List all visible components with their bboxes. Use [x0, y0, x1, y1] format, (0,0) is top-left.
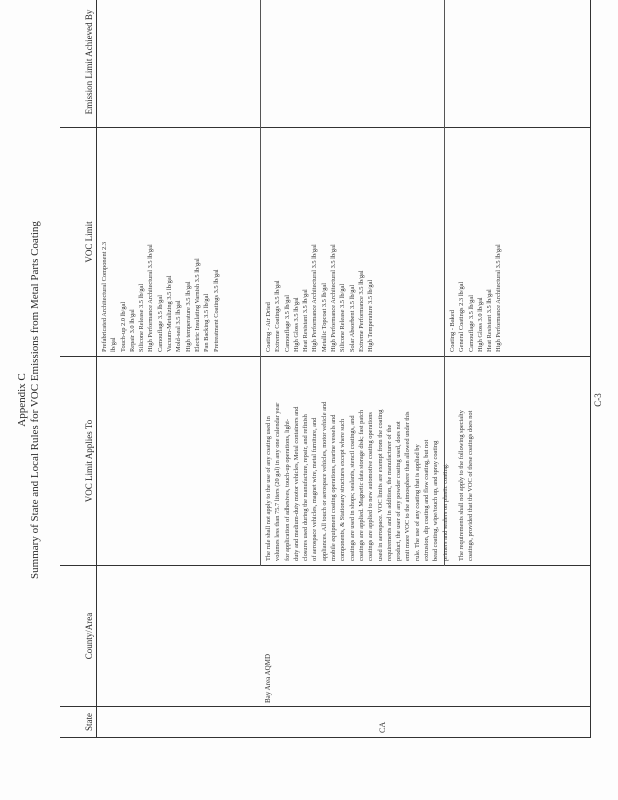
applies-to-line: volumes less than 75.7 liters (20 gal) in any one calendar year: [274, 402, 282, 561]
appendix-label: Appendix C: [16, 373, 28, 427]
voc-limit-item: Solar Absorbent 3.5 lb/gal: [348, 284, 356, 352]
voc-limit-item: High Gloss 3.5 lb/gal: [292, 297, 300, 352]
voc-limit-item: lb/gal: [110, 337, 118, 352]
applies-to-line: bead coating, wipe/touch up, and spray coating: [432, 440, 440, 561]
cell-state: CA: [378, 721, 387, 733]
applies-to-line: components, & Stationary structures except where such: [339, 418, 347, 561]
rules-table: [60, 0, 591, 738]
applies-to-line: requirements and in addition, the manufacturer of the: [385, 424, 393, 561]
voc-limit-item: Metallic Topcoat 3.5 lb/gal: [320, 282, 328, 352]
voc-limit-item: Repair 3.0 lb/gal: [128, 309, 136, 352]
voc-limit-item: High Performance Architectural 3.5 lb/gal: [330, 244, 338, 352]
voc-limit-item: Silicone Release 3.5 lb/gal: [138, 283, 146, 352]
applies-to-line: product, the user of any powder coating used, does not: [395, 421, 403, 561]
voc-limit-item: Extreme Coatings 3.5 lb/gal: [274, 280, 282, 352]
voc-limits-group-a: [100, 242, 221, 352]
applies-to-line: appliances. All touch or aerospace vehicles, motor vehicle and: [320, 401, 328, 561]
voc-limit-item: Camouflage 3.5 lb/gal: [283, 295, 291, 352]
applies-to-line: closures used during the manufacture, repair, and refinish: [302, 414, 310, 561]
header-state: State: [84, 713, 94, 731]
applies-to-note-line: coatings, provided that the VOC of these coatings does not: [467, 410, 475, 561]
column-divider: [60, 127, 590, 128]
applies-to-line: coatings are applied to new automotive coating operations: [367, 412, 375, 561]
applies-to-line: used in aerospace. VOC limits are exempt from the coating: [376, 409, 384, 561]
voc-limit-item: High temperature 3.5 lb/gal: [184, 281, 192, 352]
voc-limit-item: Pretreatment Coatings 3.5 lb/gal: [212, 269, 220, 352]
voc-limit-item: General Coatings 2.3 lb/gal: [458, 281, 466, 352]
applies-to-line: rule. The use of any coating that is applied by: [413, 444, 421, 561]
applies-to-line: of aerospace vehicles, magnet wire, metal furniture, and: [311, 417, 319, 561]
column-divider: [60, 565, 590, 566]
voc-limit-item: Camouflage 3.5 lb/gal: [467, 295, 475, 352]
cell-county-area: Bay Area AQMD: [264, 654, 272, 703]
applies-to-line: duty and medium-duty motor vehicles, Metal containers and: [292, 406, 300, 561]
voc-limit-item: Heat Resistant 3.5 lb/gal: [302, 289, 310, 352]
voc-limit-item: High Performance Architectural 3.5 lb/gal: [495, 244, 503, 352]
voc-limit-item: Pan Backing 3.5 lb/gal: [203, 293, 211, 352]
row-divider: [260, 0, 261, 566]
voc-limit-item: Touch-up 2.0 lb/gal: [119, 301, 127, 352]
page-number: C-3: [593, 393, 603, 407]
voc-limit-item: Heat Resistant 3.5 lb/gal: [486, 289, 494, 352]
title-block: [16, 0, 42, 800]
applies-to-line: coatings are applied. Magnetic data storage disk; fast patch: [357, 409, 365, 561]
applies-to-line: emit more VOC to the atmosphere than allowed under this: [404, 411, 412, 561]
voc-limit-item: Extreme Performance 3.5 lb/gal: [357, 270, 365, 352]
voc-limit-item: Camouflage 3.5 lb/gal: [156, 295, 164, 352]
applies-to-line: The rule shall not apply to the use of any coating used in: [265, 416, 272, 561]
applies-to-note-line: The requirements shall not apply to the following specialty: [457, 410, 465, 561]
voc-limit-item: Mold-seal 3.5 lb/gal: [175, 300, 183, 352]
table-title: Summary of State and Local Rules for VOC Emissions from Metal Parts Coating: [29, 221, 41, 579]
column-divider: [60, 356, 590, 357]
voc-limit-item: Silicone Release 3.5 lb/gal: [339, 283, 347, 352]
header-emission-limit: Emission Limit Achieved By: [84, 9, 94, 115]
voc-limit-item: Vacuum-Metalizing 3.5 lb/gal: [166, 275, 174, 352]
column-divider: [60, 706, 590, 707]
voc-limit-item: High Temperature 3.5 lb/gal: [367, 279, 375, 352]
voc-limit-item: Prefabricated Architectural Component 2.3: [101, 241, 108, 352]
applies-to-line: primers and sealers on plastic coating.: [441, 463, 449, 561]
voc-limit-item: Coating - Baked: [449, 310, 456, 352]
table-header-row: [60, 0, 97, 737]
voc-limit-item: High Gloss 3.0 lb/gal: [476, 297, 484, 352]
applies-to-line: for application of adhesives, touch-up operations, light-: [283, 419, 291, 561]
voc-limit-item: Coating - Air Dried: [265, 302, 272, 352]
voc-limit-item: High Performance Architectural 3.5 lb/gal: [311, 244, 319, 352]
applies-to-line: mobile equipment coating operations, marine vessels and: [330, 414, 338, 561]
header-applies-to: VOC Limit Applies To: [84, 419, 94, 503]
cell-applies-to: [264, 402, 476, 561]
header-county-area: County/Area: [84, 612, 94, 660]
voc-limit-item: High Performance Architectural 3.5 lb/gal: [147, 244, 155, 352]
header-voc-limit: VOC Limit: [84, 221, 94, 263]
voc-limits-group-c: [448, 244, 504, 352]
applies-to-line: coatings are used in shops; sealants, stencil coatings, and: [348, 415, 356, 561]
applies-to-line: extrusion, dip coating and flow coating, but not: [423, 439, 431, 561]
voc-limit-item: Electric Insulating Varnish 3.5 lb/gal: [193, 258, 201, 352]
voc-limits-group-b: [264, 244, 376, 352]
